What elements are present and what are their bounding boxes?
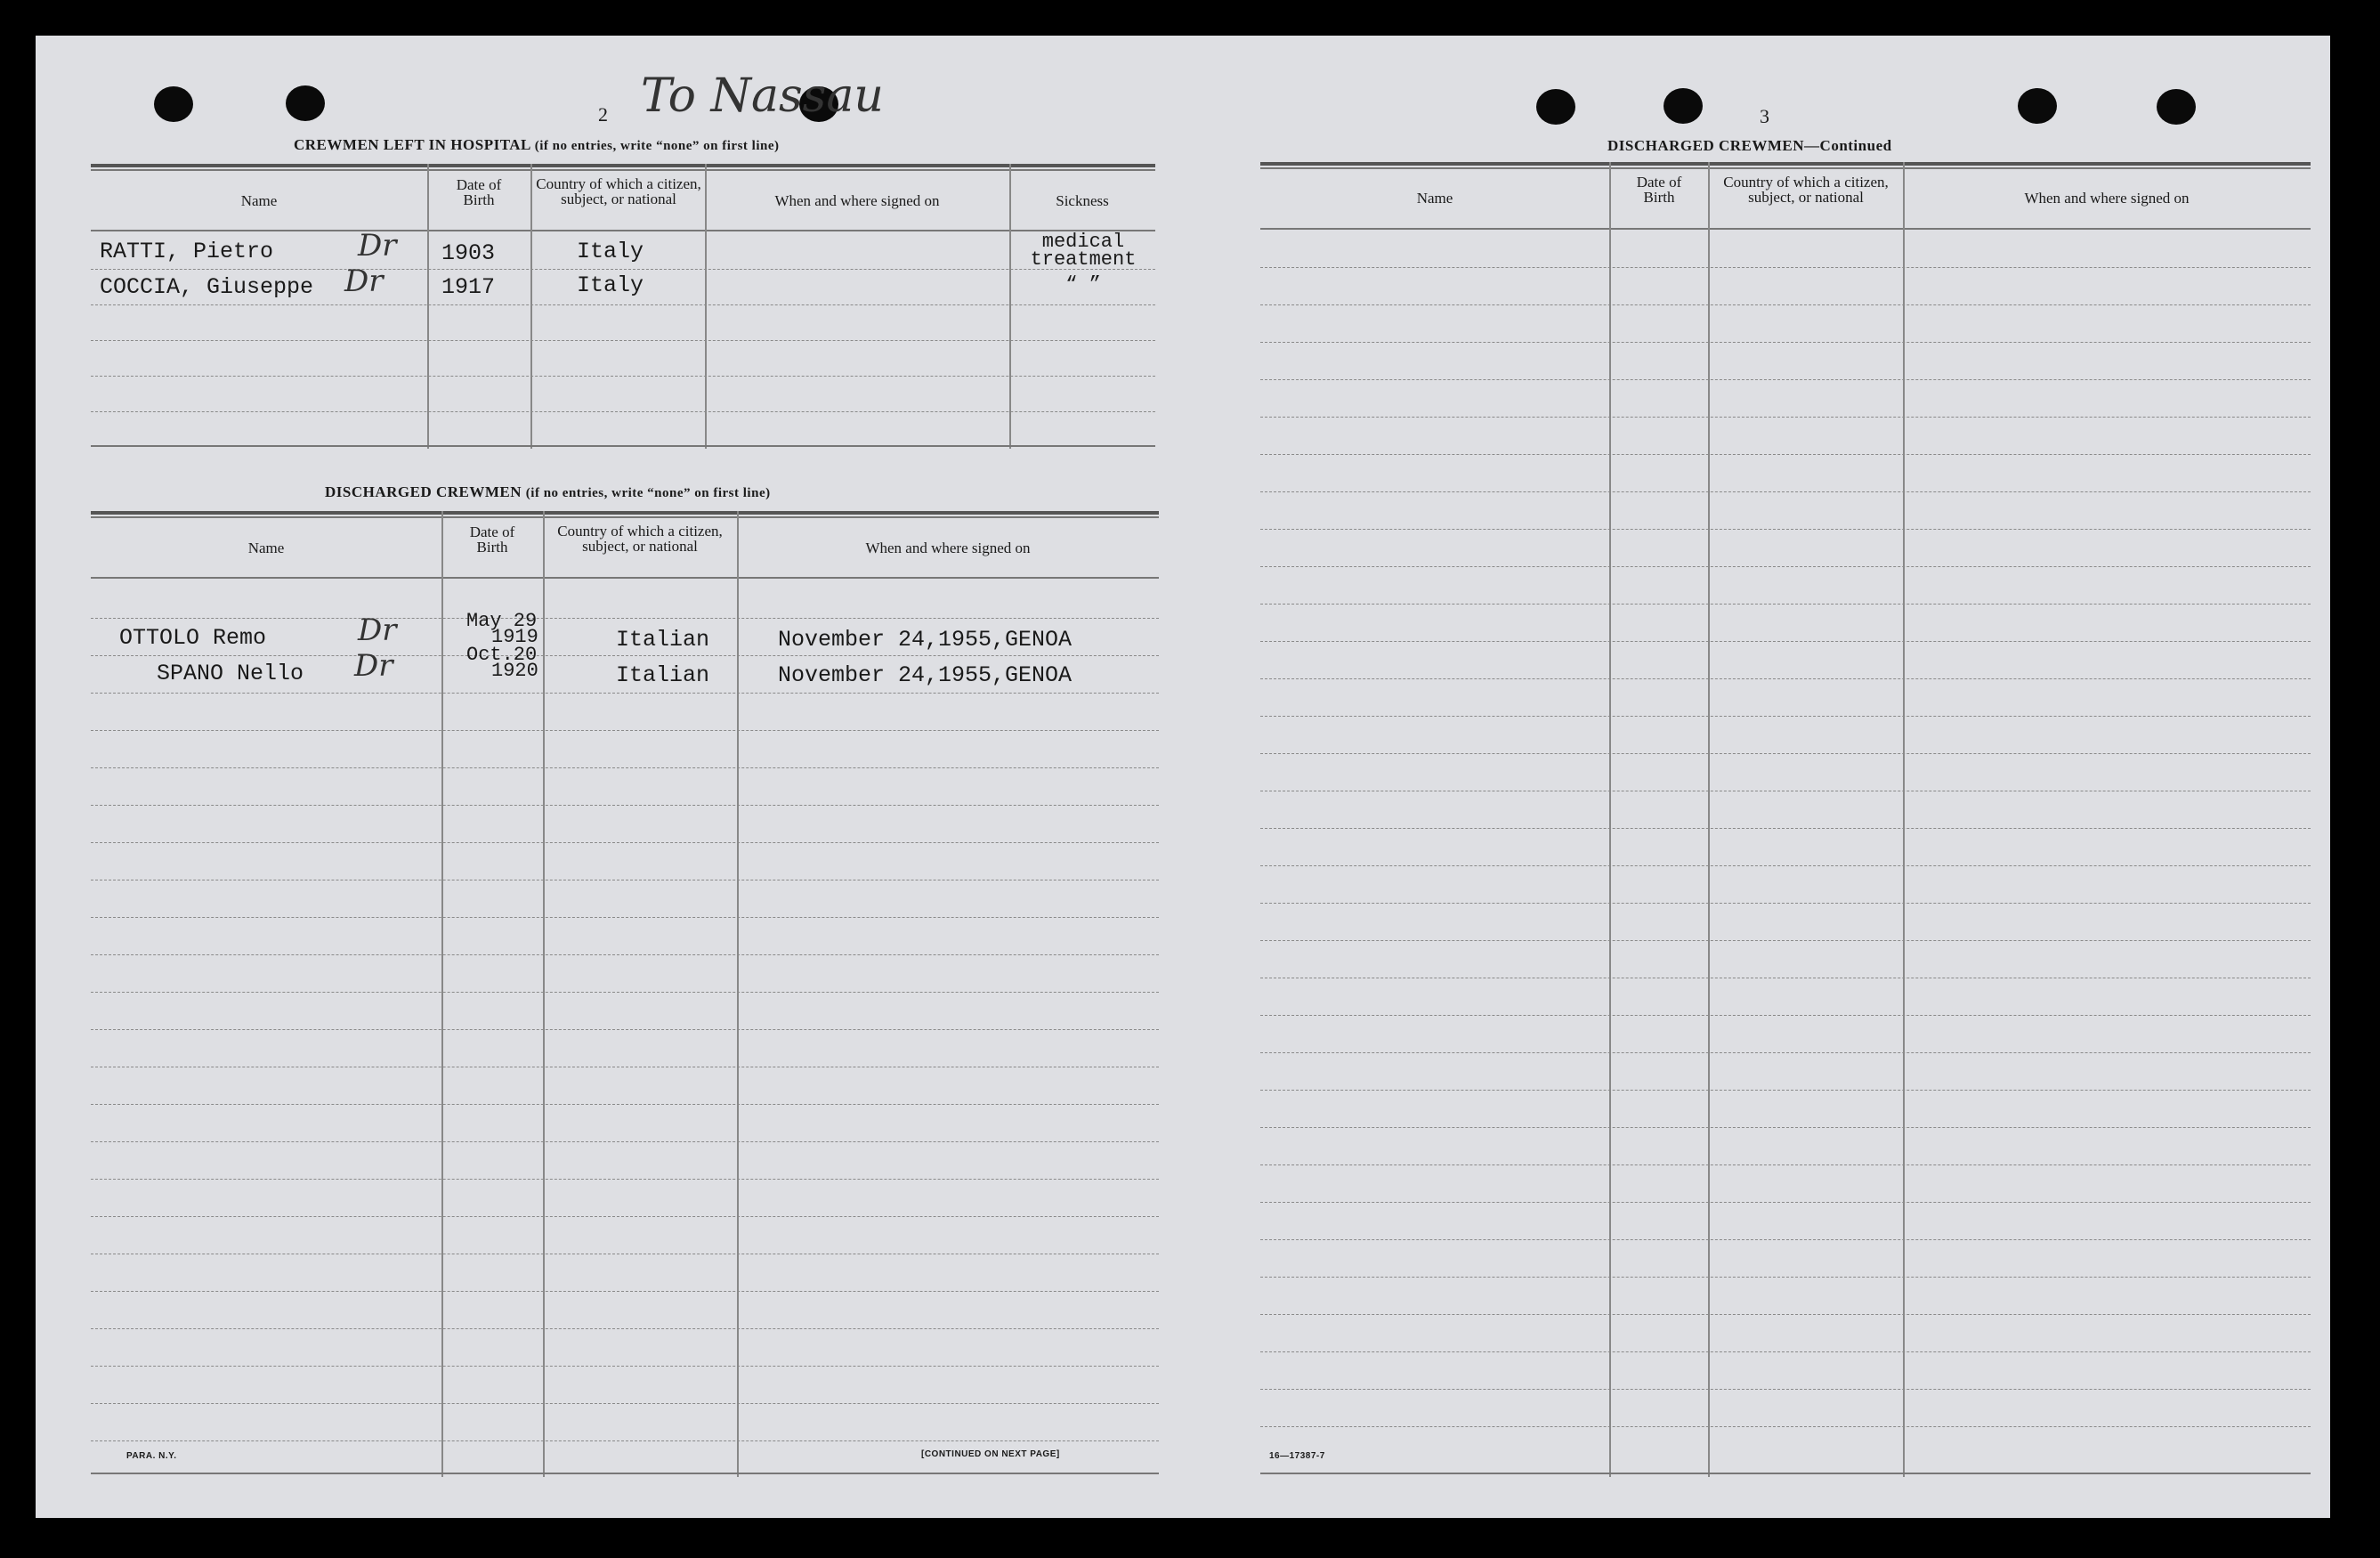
crew-dob-year: 1920: [491, 660, 538, 682]
discharged-table: [91, 511, 1159, 1477]
page-number-right: 3: [1760, 105, 1769, 127]
col-header-name: Name: [247, 540, 285, 556]
crew-country: Italian: [616, 627, 710, 653]
discharged-continued-table: [1260, 162, 2311, 1477]
crew-sickness: “ ”: [1065, 273, 1101, 296]
punch-hole: [154, 86, 193, 122]
punch-hole: [286, 85, 325, 121]
col-header-signed: When and where signed on: [774, 192, 940, 209]
handwritten-mark: Dr: [358, 613, 397, 648]
handwritten-mark: Dr: [344, 264, 384, 299]
col-header-sickness: Sickness: [1056, 192, 1109, 209]
discharged-continued-title: DISCHARGED CREWMEN—Continued: [1607, 137, 1892, 154]
hospital-table: [91, 164, 1155, 449]
punch-hole: [2157, 89, 2196, 125]
col-header-dob: Date of Birth: [456, 176, 502, 208]
col-header-country: Country of which a citizen, subject, or national: [1723, 174, 1889, 206]
footer-printer: PARA. N.Y.: [126, 1451, 177, 1461]
crew-name: COCCIA, Giuseppe: [100, 274, 314, 300]
crew-country: Italy: [577, 239, 644, 264]
handwritten-mark: Dr: [354, 648, 393, 684]
crew-dob: 1917: [441, 274, 496, 300]
col-header-signed: When and where signed on: [2024, 190, 2190, 207]
punch-hole: [2018, 88, 2057, 124]
hospital-section-title: CREWMEN LEFT IN HOSPITAL (if no entries, write “none” on first line): [294, 136, 780, 153]
col-header-country: Country of which a citizen, subject, or national: [536, 175, 701, 207]
col-header-signed: When and where signed on: [865, 540, 1031, 556]
col-header-country: Country of which a citizen, subject, or national: [557, 523, 723, 555]
discharged-section-title: DISCHARGED CREWMEN (if no entries, write “none” on first line): [325, 483, 771, 500]
crew-dob-day: May 29: [466, 610, 538, 632]
crew-dob: 1903: [441, 240, 496, 266]
manifest-sheet: [36, 36, 2330, 1518]
crew-name: OTTOLO Remo: [119, 625, 267, 651]
crew-sickness: medical treatment: [1030, 231, 1137, 271]
crew-dob-year: 1919: [491, 626, 538, 648]
col-header-dob: Date of Birth: [1636, 174, 1682, 206]
crew-signed: November 24,1955,GENOA: [778, 627, 1073, 653]
crew-country: Italian: [616, 662, 710, 688]
punch-hole: [1664, 88, 1703, 124]
crew-signed: November 24,1955,GENOA: [778, 662, 1073, 688]
col-header-name: Name: [240, 192, 278, 209]
handwritten-mark: Dr: [358, 228, 397, 264]
page-number-left: 2: [598, 103, 608, 126]
col-header-dob: Date of Birth: [469, 523, 515, 556]
footer-continued: [CONTINUED ON NEXT PAGE]: [921, 1449, 1060, 1459]
col-header-name: Name: [1416, 190, 1453, 207]
punch-hole: [1536, 89, 1575, 125]
crew-name: RATTI, Pietro: [100, 239, 274, 264]
footer-form-number: 16—17387-7: [1269, 1451, 1325, 1461]
handwritten-note: To Nassau: [641, 69, 884, 123]
crew-name: SPANO Nello: [157, 661, 304, 686]
crew-country: Italy: [577, 272, 644, 298]
crew-dob-day: Oct.20: [466, 644, 538, 666]
